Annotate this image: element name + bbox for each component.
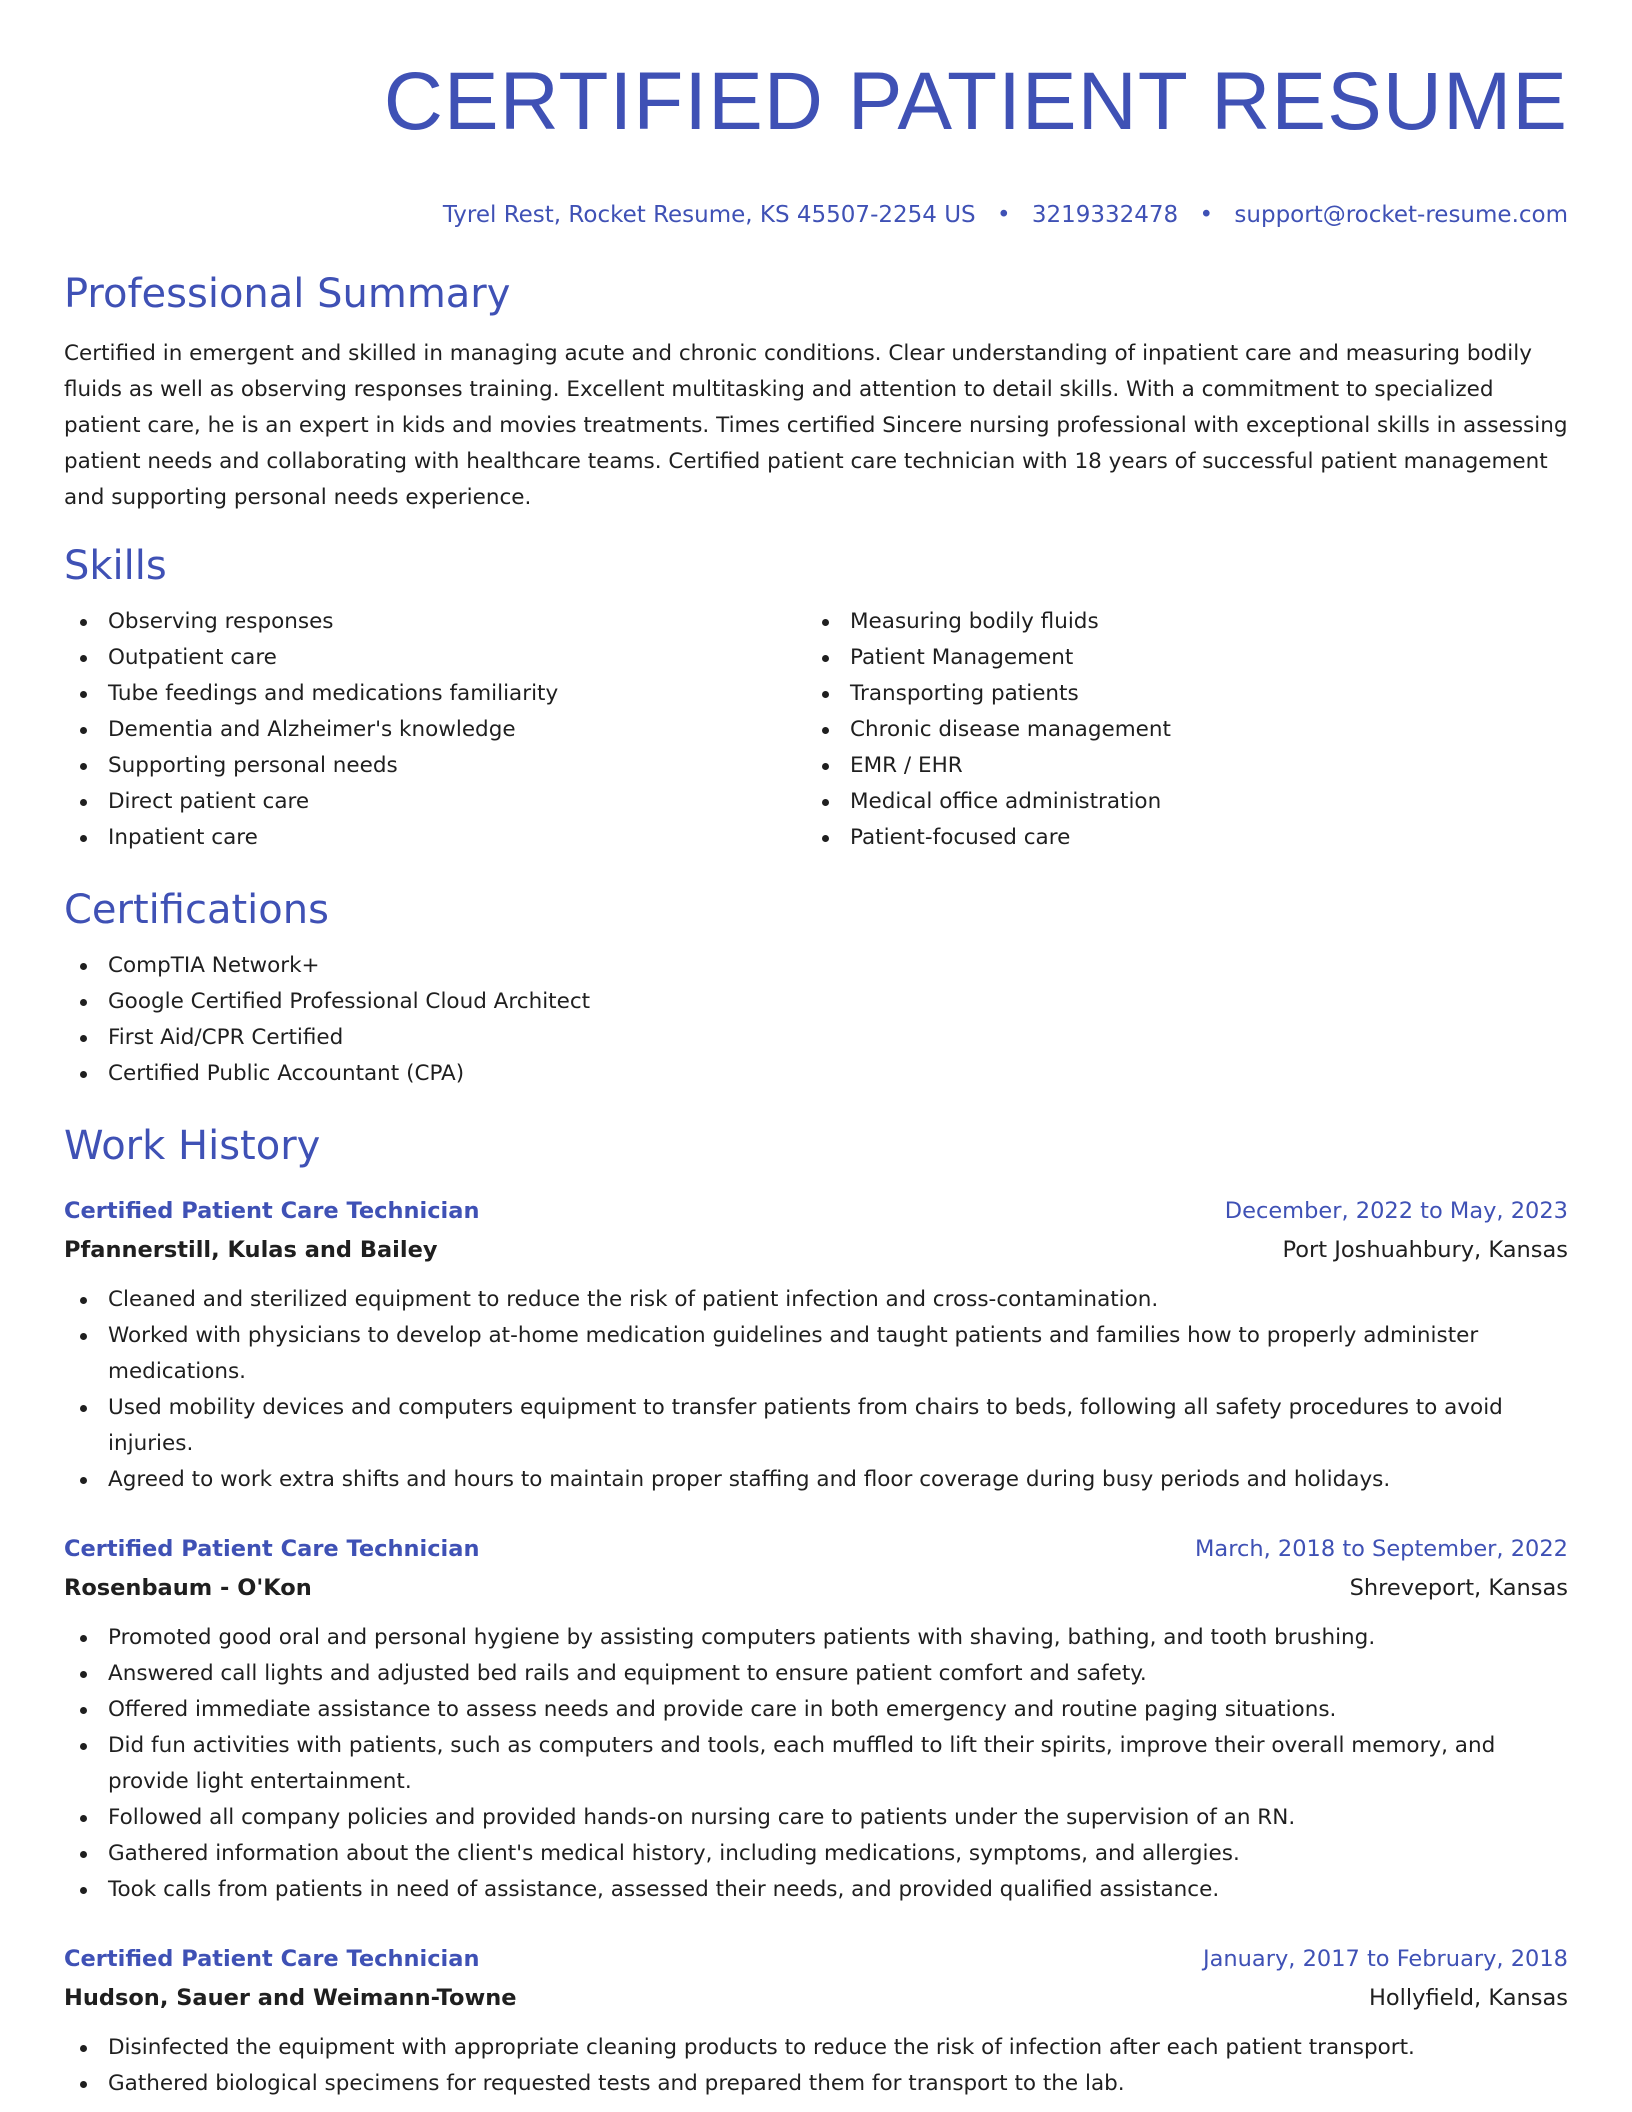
skill-item: Chronic disease management [806,712,1568,748]
job-dates: December, 2022 to May, 2023 [1224,1198,1568,1224]
job-entry [64,1940,1568,2102]
contact-separator: • [1199,202,1214,228]
job-company: Rosenbaum - O'Kon [64,1575,312,1601]
job-title: Certified Patient Care Technician [64,1198,480,1224]
job-title-row [64,1940,1568,1978]
job-company: Pfannerstill, Kulas and Bailey [64,1237,438,1263]
certification-item: CompTIA Network+ [64,948,1568,984]
job-dates: March, 2018 to September, 2022 [1195,1536,1568,1562]
skills-grid [64,604,1568,856]
job-duty: Disinfected the equipment with appropriate cleaning products to reduce the risk of infection after each patient transport. [64,2030,1568,2066]
job-duties-list [64,2030,1568,2102]
job-dates: January, 2017 to February, 2018 [1202,1946,1568,1972]
skill-item: Supporting personal needs [64,748,806,784]
job-title-row [64,1530,1568,1568]
skill-item: Direct patient care [64,784,806,820]
job-duty: Did fun activities with patients, such as computers and tools, each muffled to lift their spirits, improve their overall memory, and provide light entertainment. [64,1728,1568,1800]
skills-heading: Skills [64,543,167,589]
skill-item: Patient-focused care [806,820,1568,856]
skill-item: Outpatient care [64,640,806,676]
resume-header [64,0,1568,230]
summary-section [64,270,1568,516]
skill-item: Observing responses [64,604,806,640]
job-duty: Cleaned and sterilized equipment to reduce the risk of patient infection and cross-contamination. [64,1282,1568,1318]
job-company-row [64,1978,1568,2018]
job-entry [64,1530,1568,1908]
skill-item: Medical office administration [806,784,1568,820]
contact-email: support@rocket-resume.com [1234,202,1568,228]
job-title-row [64,1192,1568,1230]
certifications-heading: Certifications [64,887,329,933]
job-duty: Answered call lights and adjusted bed rails and equipment to ensure patient comfort and safety. [64,1656,1568,1692]
job-duty: Gathered information about the client's medical history, including medications, symptoms, and allergies. [64,1836,1568,1872]
skill-item: Patient Management [806,640,1568,676]
skill-item: Dementia and Alzheimer's knowledge [64,712,806,748]
job-duty: Gathered biological specimens for requested tests and prepared them for transport to the lab. [64,2066,1568,2102]
job-duty: Took calls from patients in need of assistance, assessed their needs, and provided qualified assistance. [64,1872,1568,1908]
work-history-section [64,1122,1568,2102]
resume-name: CERTIFIED PATIENT RESUME [383,56,1568,147]
contact-line [64,200,1568,230]
job-company-row [64,1568,1568,1608]
skills-list-left [64,604,806,856]
certification-item: Google Certified Professional Cloud Architect [64,984,1568,1020]
contact-separator: • [996,202,1011,228]
skills-section [64,542,1568,856]
skill-item: Measuring bodily fluids [806,604,1568,640]
job-duty: Worked with physicians to develop at-home medication guidelines and taught patients and families how to properly administer medications. [64,1318,1568,1390]
skills-list-right [806,604,1568,856]
skill-item: Tube feedings and medications familiarity [64,676,806,712]
job-company-row [64,1230,1568,1270]
job-duty: Used mobility devices and computers equipment to transfer patients from chairs to beds, following all safety procedures to avoid injuries. [64,1390,1568,1462]
job-duty: Offered immediate assistance to assess needs and provide care in both emergency and routine paging situations. [64,1692,1568,1728]
skill-item: EMR / EHR [806,748,1568,784]
job-duty: Followed all company policies and provided hands-on nursing care to patients under the supervision of an RN. [64,1800,1568,1836]
certifications-list [64,948,1568,1092]
certifications-section [64,886,1568,1092]
contact-phone: 3219332478 [1031,202,1179,228]
job-location: Shreveport, Kansas [1349,1575,1568,1601]
job-location: Port Joshuahbury, Kansas [1282,1237,1568,1263]
job-company: Hudson, Sauer and Weimann-Towne [64,1985,517,2011]
job-title: Certified Patient Care Technician [64,1946,480,1972]
summary-heading: Professional Summary [64,271,511,317]
job-location: Hollyfield, Kansas [1369,1985,1568,2011]
job-entry [64,1192,1568,1498]
job-duty: Agreed to work extra shifts and hours to maintain proper staffing and floor coverage during busy periods and holidays. [64,1462,1568,1498]
certification-item: First Aid/CPR Certified [64,1020,1568,1056]
work-history-heading: Work History [64,1123,321,1169]
summary-text: Certified in emergent and skilled in managing acute and chronic conditions. Clear understanding of inpatient care and measuring bodily fluids as well as observing responses training. Excellent multitasking and attention to detail skills. With a commitment to specialized patient care, he is an expert in kids and movies treatments. Times certified Sincere nursing professional with exceptional skills in assessing patient needs and collaborating with healthcare teams. Certified patient care technician with 18 years of successful patient management and supporting personal needs experience. [64,341,1568,510]
skill-item: Inpatient care [64,820,806,856]
skill-item: Transporting patients [806,676,1568,712]
certification-item: Certified Public Accountant (CPA) [64,1056,1568,1092]
contact-address: Tyrel Rest, Rocket Resume, KS 45507-2254 US [442,202,976,228]
job-duties-list [64,1620,1568,1908]
job-title: Certified Patient Care Technician [64,1536,480,1562]
job-duties-list [64,1282,1568,1498]
job-duty: Promoted good oral and personal hygiene by assisting computers patients with shaving, bathing, and tooth brushing. [64,1620,1568,1656]
